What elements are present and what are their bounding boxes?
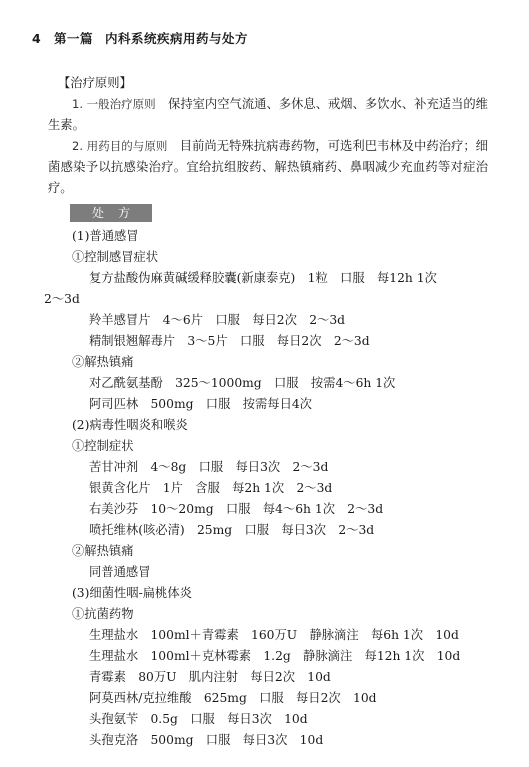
prescription-line: (1)普通感冒 xyxy=(72,229,139,243)
prescription-line: ②解热镇痛 xyxy=(72,544,134,558)
page-number: 4 xyxy=(32,31,42,46)
prescription-line: 银黄含化片 1片 含服 每2h 1次 2～3d xyxy=(89,481,333,495)
prescription-line: 头孢氨苄 0.5g 口服 每日3次 10d xyxy=(89,712,308,726)
section-label: 第一篇 xyxy=(54,31,94,46)
prescription-line: 复方盐酸伪麻黄碱缓释胶囊(新康泰克) 1粒 口服 每12h 1次 xyxy=(89,271,437,285)
prescription-line: 喷托维林(咳必清) 25mg 口服 每日3次 2～3d xyxy=(89,523,375,537)
prescription-line: 羚羊感冒片 4～6片 口服 每日2次 2～3d xyxy=(89,313,346,327)
prescription-line: 生理盐水 100ml＋克林霉素 1.2g 静脉滴注 每12h 1次 10d xyxy=(89,649,461,663)
page-body xyxy=(44,73,488,751)
prescription-line: 同普通感冒 xyxy=(89,565,151,579)
prescription-line: 对乙酰氨基酚 325～1000mg 口服 按需4～6h 1次 xyxy=(89,376,396,390)
prescription-line: (3)细菌性咽-扁桃体炎 xyxy=(72,586,192,600)
principle-2-text: 目前尚无特殊抗病毒药物，可选利巴韦林及中药治疗；细菌感染予以抗感染治疗。宜给抗组胺药、解热镇痛药、鼻咽减少充血药等对症治疗。 xyxy=(48,139,488,195)
section-heading: 【治疗原则】 xyxy=(58,76,132,90)
prescription-line: 右美沙芬 10～20mg 口服 每4～6h 1次 2～3d xyxy=(89,502,384,516)
prescription-line: 阿司匹林 500mg 口服 按需每日4次 xyxy=(89,397,312,411)
prescription-line: (2)病毒性咽炎和喉炎 xyxy=(72,418,188,432)
prescription-line: 阿莫西林/克拉维酸 625mg 口服 每日2次 10d xyxy=(89,691,377,705)
principle-2 xyxy=(48,136,488,199)
prescription-line: 苦甘冲剂 4～8g 口服 每日3次 2～3d xyxy=(89,460,329,474)
prescription-label-wrap xyxy=(48,199,488,226)
prescription-line: 2～3d xyxy=(44,292,80,306)
principle-1-label: 1. 一般治疗原则 xyxy=(72,97,156,111)
prescription-label: 处方 xyxy=(70,204,152,222)
prescription-line: ①控制感冒症状 xyxy=(72,250,159,264)
prescription-line: 精制银翘解毒片 3～5片 口服 每日2次 2～3d xyxy=(89,334,370,348)
chapter-title: 内科系统疾病用药与处方 xyxy=(105,31,249,46)
prescription-line: 青霉素 80万U 肌内注射 每日2次 10d xyxy=(89,670,331,684)
prescription-line: 生理盐水 100ml＋青霉素 160万U 静脉滴注 每6h 1次 10d xyxy=(89,628,459,642)
principle-2-label: 2. 用药目的与原则 xyxy=(72,139,168,153)
principle-1 xyxy=(48,94,488,136)
prescription-line: ②解热镇痛 xyxy=(72,355,134,369)
running-header xyxy=(32,29,248,47)
principle-1-text: 保持室内空气流通、多休息、戒烟、多饮水、补充适当的维生素。 xyxy=(48,97,488,132)
prescription-line: 头孢克洛 500mg 口服 每日3次 10d xyxy=(89,733,324,747)
prescription-line: ①控制症状 xyxy=(72,439,134,453)
prescription-list xyxy=(44,226,488,751)
prescription-line: ①抗菌药物 xyxy=(72,607,134,621)
